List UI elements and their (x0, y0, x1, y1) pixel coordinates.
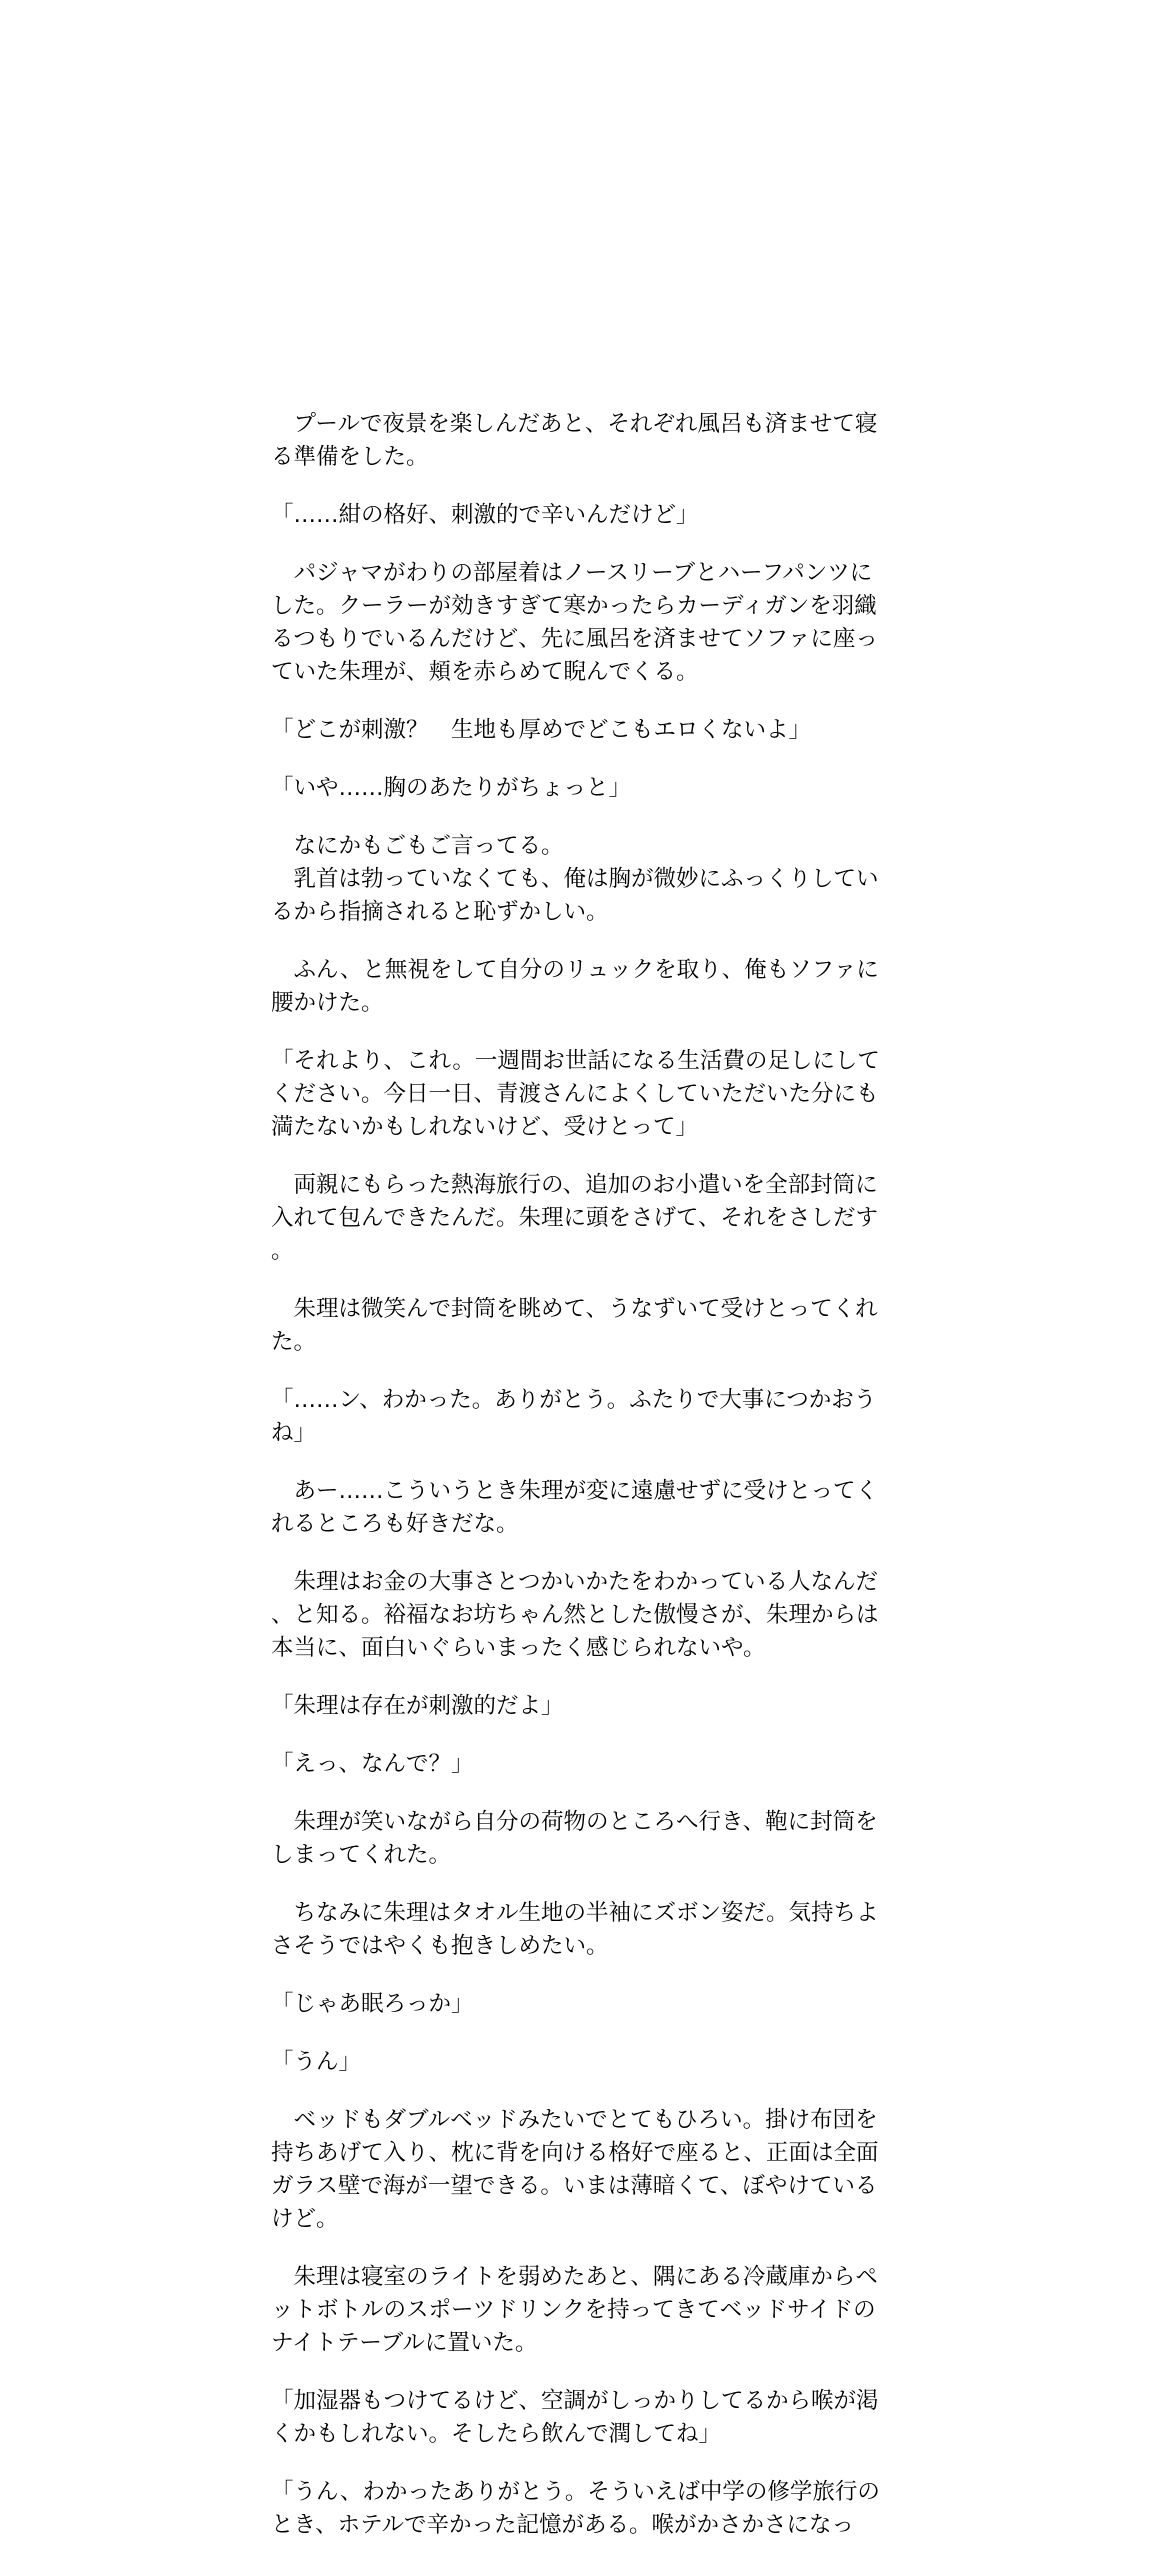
paragraph: 朱理はお金の大事さとつかいかたをわかっている人なんだ、と知る。裕福なお坊ちゃん然とした傲慢さが、朱理からは本当に、面白いぐらいまったく感じられないや。 (271, 1569, 879, 1661)
paragraph: 「うん」 (271, 2049, 362, 2075)
paragraph: 「……ン、わかった。ありがとう。ふたりで大事につかおうね」 (271, 1387, 877, 1446)
paragraph: パジャマがわりの部屋着はノースリーブとハーフパンツにした。クーラーが効きすぎて寒かったらカーディガンを羽織るつもりでいるんだけど、先に風呂を済ませてソファに座っていた朱理が、頬を赤らめて睨んでくる。 (271, 560, 878, 685)
paragraph: ふん、と無視をして自分のリュックを取り、俺もソファに腰かけた。 (271, 957, 879, 1016)
paragraph: 両親にもらった熱海旅行の、追加のお小遣いを全部封筒に入れて包んできたんだ。朱理に頭をさげて、それをさしだす。 (271, 1172, 879, 1264)
paragraph: 朱理は微笑んで封筒を眺めて、うなずいて受けとってくれた。 (271, 1296, 878, 1355)
paragraph: 「……紺の格好、刺激的で辛いんだけど」 (271, 502, 699, 528)
paragraph: 「それより、これ。一週間お世話になる生活費の足しにしてください。今日一日、青渡さんによくしていただいた分にも満たないかもしれないけど、受けとって」 (271, 1048, 880, 1140)
paragraph: 朱理は寝室のライトを弱めたあと、隅にある冷蔵庫からペットボトルのスポーツドリンクを持ってきてベッドサイドのナイトテーブルに置いた。 (271, 2264, 878, 2356)
paragraph: 「どこが刺激？ 生地も厚めでどこもエロくないよ」 (271, 717, 812, 743)
paragraph: 「えっ、なんで？」 (271, 1751, 474, 1777)
paragraph: ちなみに朱理はタオル生地の半袖にズボン姿だ。気持ちよさそうではやくも抱きしめたい。 (271, 1900, 879, 1959)
paragraph: 「朱理は存在が刺激的だよ」 (271, 1693, 564, 1719)
paragraph: 「じゃあ眠ろっか」 (271, 1991, 474, 2017)
paragraph: あー……こういうとき朱理が変に遠慮せずに受けとってくれるところも好きだな。 (271, 1478, 879, 1537)
paragraph: 「うん、わかったありがとう。そういえば中学の修学旅行のとき、ホテルで辛かった記憶がある。喉がかさかさになっ (271, 2479, 880, 2538)
paragraph: なにかもごもご言ってる。 乳首は勃っていなくても、俺は胸が微妙にふっくりしているから指摘されると恥ずかしい。 (271, 833, 879, 925)
paragraph: プールで夜景を楽しんだあと、それぞれ風呂も済ませて寝る準備をした。 (271, 411, 878, 470)
paragraph: ベッドもダブルベッドみたいでとてもひろい。掛け布団を持ちあげて入り、枕に背を向ける格好で座ると、正面は全面ガラス壁で海が一望できる。いまは薄暗くて、ぼやけているけど。 (271, 2107, 879, 2232)
story-text (271, 408, 893, 2567)
paragraph: 朱理が笑いながら自分の荷物のところへ行き、鞄に封筒をしまってくれた。 (271, 1809, 878, 1868)
paragraph: 「加湿器もつけてるけど、空調がしっかりしてるから喉が渇くかもしれない。そしたら飲んで潤してね」 (271, 2388, 879, 2447)
paragraph: 「いや……胸のあたりがちょっと」 (271, 775, 632, 801)
